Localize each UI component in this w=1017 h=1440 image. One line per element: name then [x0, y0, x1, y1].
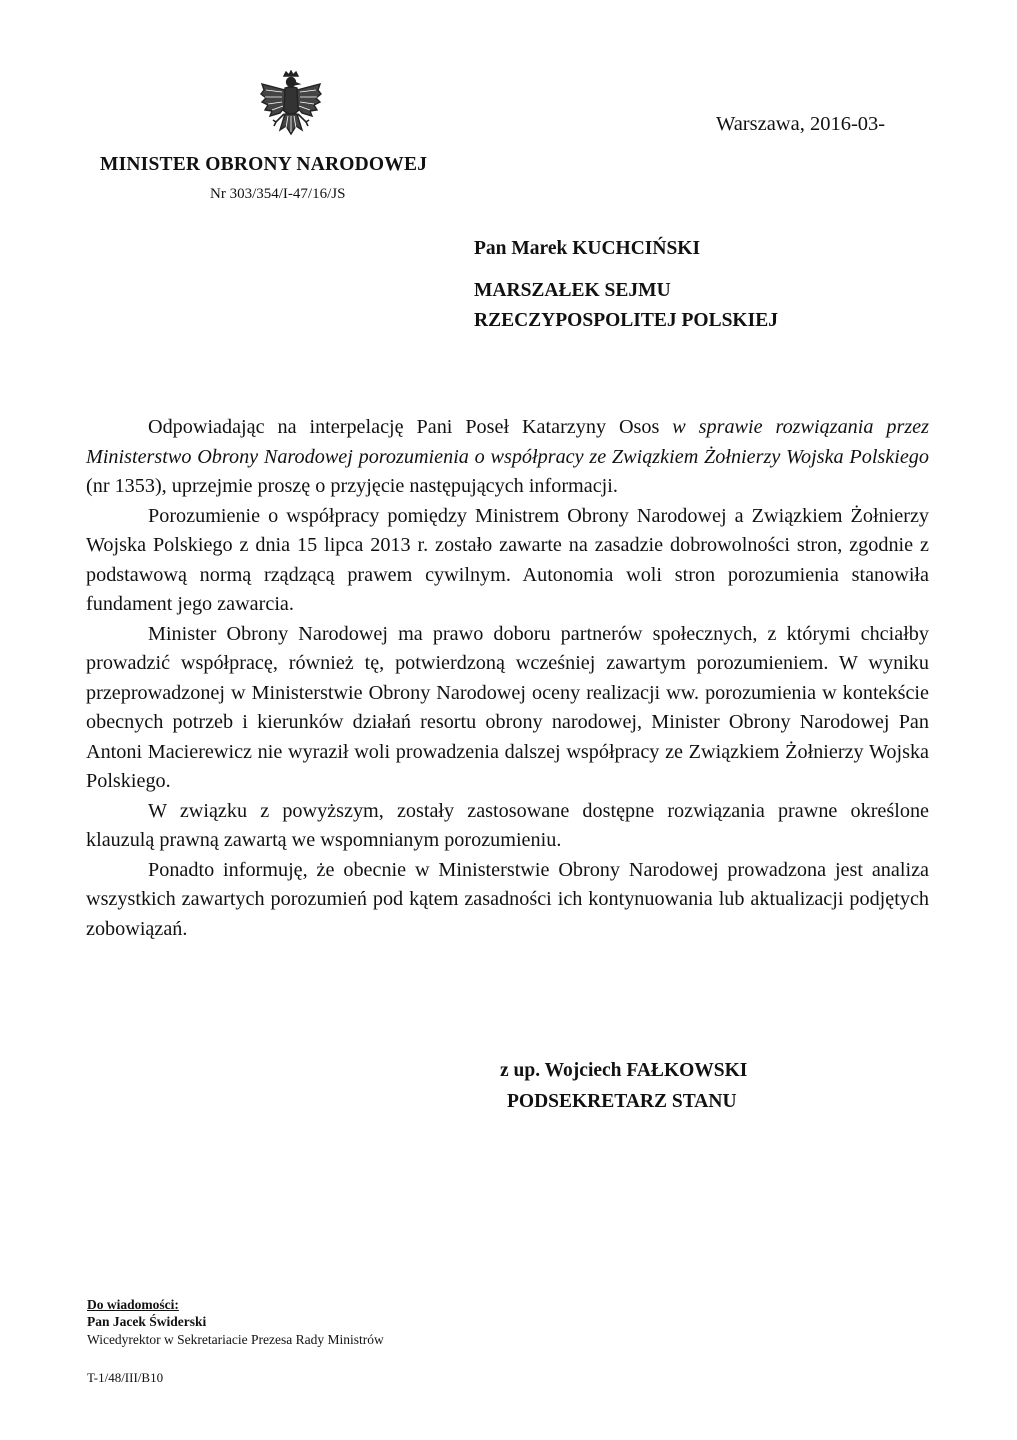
paragraph-2: Porozumienie o współpracy pomiędzy Ministrem Obrony Narodowej a Związkiem Żołnierzy Wojska Polskiego z dnia 15 lipca 2013 r. zostało zawarte na zasadzie dobrowolności stron, zgodnie z podstawową normą rządzącą prawem cywilnym. Autonomia woli stron porozumienia stanowiła fundament jego zawarcia.	[86, 504, 929, 615]
document-code: T-1/48/III/B10	[87, 1370, 164, 1385]
cc-recipient-name: Pan Jacek Świderski	[87, 1314, 207, 1329]
ministry-title: MINISTER OBRONY NARODOWEJ	[100, 154, 428, 175]
addressee-title-line1: MARSZAŁEK SEJMU	[474, 280, 671, 301]
eagle-emblem-icon	[258, 70, 324, 142]
reference-number: Nr 303/354/I-47/16/JS	[210, 186, 346, 202]
paragraph-1-intro: Odpowiadając na interpelację Pani Poseł Katarzyny Osos	[148, 416, 673, 438]
paragraph-3: Minister Obrony Narodowej ma prawo doboru partnerów społecznych, z którymi chciałby prowadzić współpracę, również tę, potwierdzoną wcześniej zawartym porozumieniem. W wyniku przeprowadzonej w Ministerstwie Obrony Narodowej oceny realizacji ww. porozumienia w kontekście obecnych potrzeb i kierunków działań resortu obrony narodowej, Minister Obrony Narodowej Pan Antoni Macierewicz nie wyraził woli prowadzenia dalszej współpracy ze Związkiem Żołnierzy Wojska Polskiego.	[86, 622, 929, 792]
paragraph-5: Ponadto informuję, że obecnie w Ministerstwie Obrony Narodowej prowadzona jest analiza wszystkich zawartych porozumień pod kątem zasadności ich kontynuowania lub aktualizacji podjętych zobowiązań.	[86, 858, 929, 940]
signature-name: z up. Wojciech FAŁKOWSKI	[500, 1060, 748, 1081]
paragraph-4: W związku z powyższym, zostały zastosowane dostępne rozwiązania prawne określone klauzulą prawną zawartą we wspomnianym porozumieniu.	[86, 799, 929, 851]
cc-recipient-role: Wicedyrektor w Sekretariacie Prezesa Rady Ministrów	[87, 1332, 384, 1347]
cc-heading: Do wiadomości:	[87, 1297, 179, 1312]
addressee-title-line2: RZECZYPOSPOLITEJ POLSKIEJ	[474, 310, 778, 331]
addressee-name: Pan Marek KUCHCIŃSKI	[474, 238, 701, 259]
letter-body	[86, 413, 929, 944]
paragraph-1-subject: w sprawie rozwiązania przez Ministerstwo Obrony Narodowej porozumienia o współpracy ze Związkiem Żołnierzy Wojska Polskiego	[86, 416, 929, 468]
paragraph-1-outro: (nr 1353), uprzejmie proszę o przyjęcie następujących informacji.	[86, 475, 618, 497]
signature-title: PODSEKRETARZ STANU	[507, 1091, 737, 1112]
paragraph-1	[86, 413, 929, 502]
letter-date: Warszawa, 2016-03-	[716, 113, 886, 135]
